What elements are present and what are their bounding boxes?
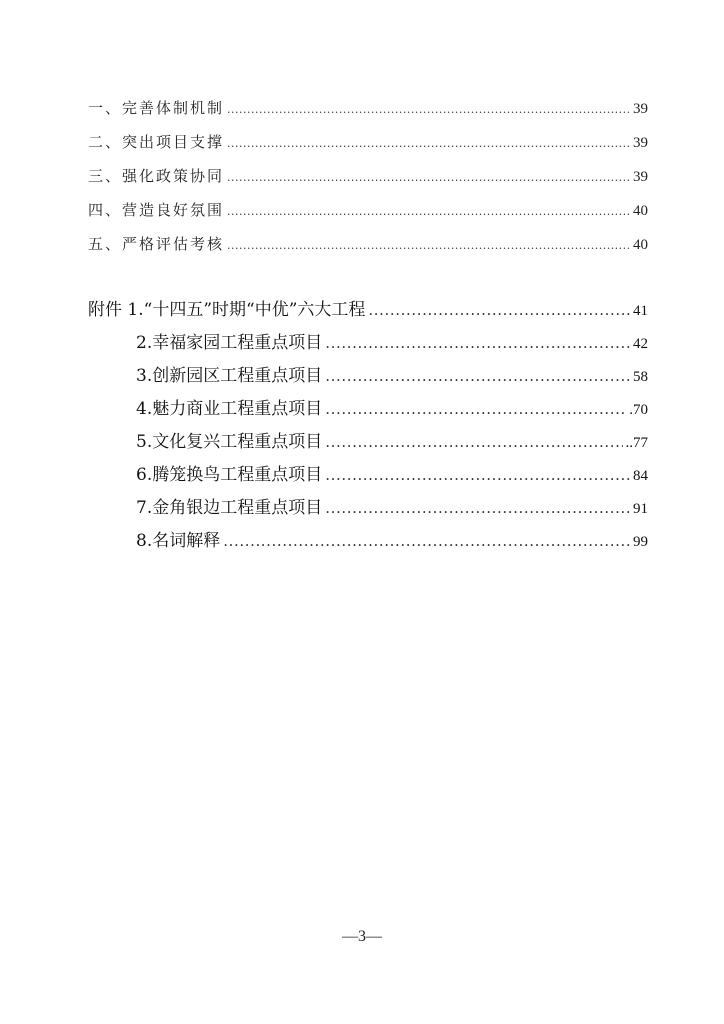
toc-leader-dots [227, 171, 630, 184]
appendix-entry[interactable] [136, 361, 648, 386]
appendix-entry-title: 2.幸福家园工程重点项目 [136, 333, 323, 353]
toc-entry[interactable] [88, 199, 648, 220]
toc-leader-dots [325, 466, 630, 484]
toc-entry-title: 一、完善体制机制 [88, 99, 225, 117]
appendix-entry-title: 3.创新园区工程重点项目 [136, 366, 323, 386]
toc-leader-dots [325, 334, 630, 352]
appendix-entry-title: 5.文化复兴工程重点项目 [136, 432, 323, 452]
appendix-entry[interactable] [136, 394, 648, 419]
toc-leader-dots [227, 103, 630, 116]
toc-entry[interactable] [88, 165, 648, 186]
appendix-entry-title: 6.腾笼换鸟工程重点项目 [136, 465, 323, 485]
appendix-entry-page: ..77 [625, 435, 648, 451]
page-number-footer: —3— [342, 928, 382, 945]
toc-entry-page: 39 [633, 101, 648, 117]
toc-leader-dots [325, 367, 630, 385]
appendix-entry-title: 4.魅力商业工程重点项目 [136, 399, 323, 419]
appendix-entry-page: 41 [633, 303, 648, 319]
toc-entry[interactable] [88, 131, 648, 152]
toc-leader-dots [223, 532, 630, 550]
appendix-entry-title: 8.名词解释 [136, 531, 221, 551]
toc-entry-title: 三、强化政策协同 [88, 167, 225, 185]
appendix-entry[interactable] [136, 526, 648, 551]
toc-entry-page: 40 [633, 237, 648, 253]
toc-entry-page: 40 [633, 203, 648, 219]
appendix-entry-page: 42 [633, 336, 648, 352]
appendix-entry[interactable] [136, 460, 648, 485]
toc-entry-page: 39 [633, 169, 648, 185]
toc-entry[interactable] [88, 233, 648, 254]
toc-leader-dots [227, 205, 630, 218]
toc-leader-dots [227, 239, 630, 252]
toc-entry-title: 四、营造良好氛围 [88, 201, 225, 219]
appendix-entry-page: .70 [629, 402, 648, 418]
toc-leader-dots [325, 499, 630, 517]
appendix-entry-page: 84 [633, 468, 648, 484]
toc-leader-dots [368, 301, 630, 319]
toc-leader-dots [325, 400, 626, 418]
appendix-entry-title: 7.金角银边工程重点项目 [136, 498, 323, 518]
appendix-entry[interactable] [136, 328, 648, 353]
appendix-entry[interactable] [88, 295, 648, 320]
toc-entry-title: 二、突出项目支撑 [88, 133, 225, 151]
toc-entry-page: 39 [633, 135, 648, 151]
toc-entry-title: 五、严格评估考核 [88, 235, 225, 253]
toc-leader-dots [325, 433, 622, 451]
toc-entry[interactable] [88, 97, 648, 118]
toc-leader-dots [227, 137, 630, 150]
appendix-entry[interactable] [136, 427, 648, 452]
appendix-entry-page: 91 [633, 501, 648, 517]
appendix-entry-page: 99 [633, 534, 648, 550]
appendix-entry[interactable] [136, 493, 648, 518]
appendix-entry-title: 附件 1.“十四五”时期“中优”六大工程 [88, 300, 366, 320]
appendix-entry-page: 58 [633, 369, 648, 385]
